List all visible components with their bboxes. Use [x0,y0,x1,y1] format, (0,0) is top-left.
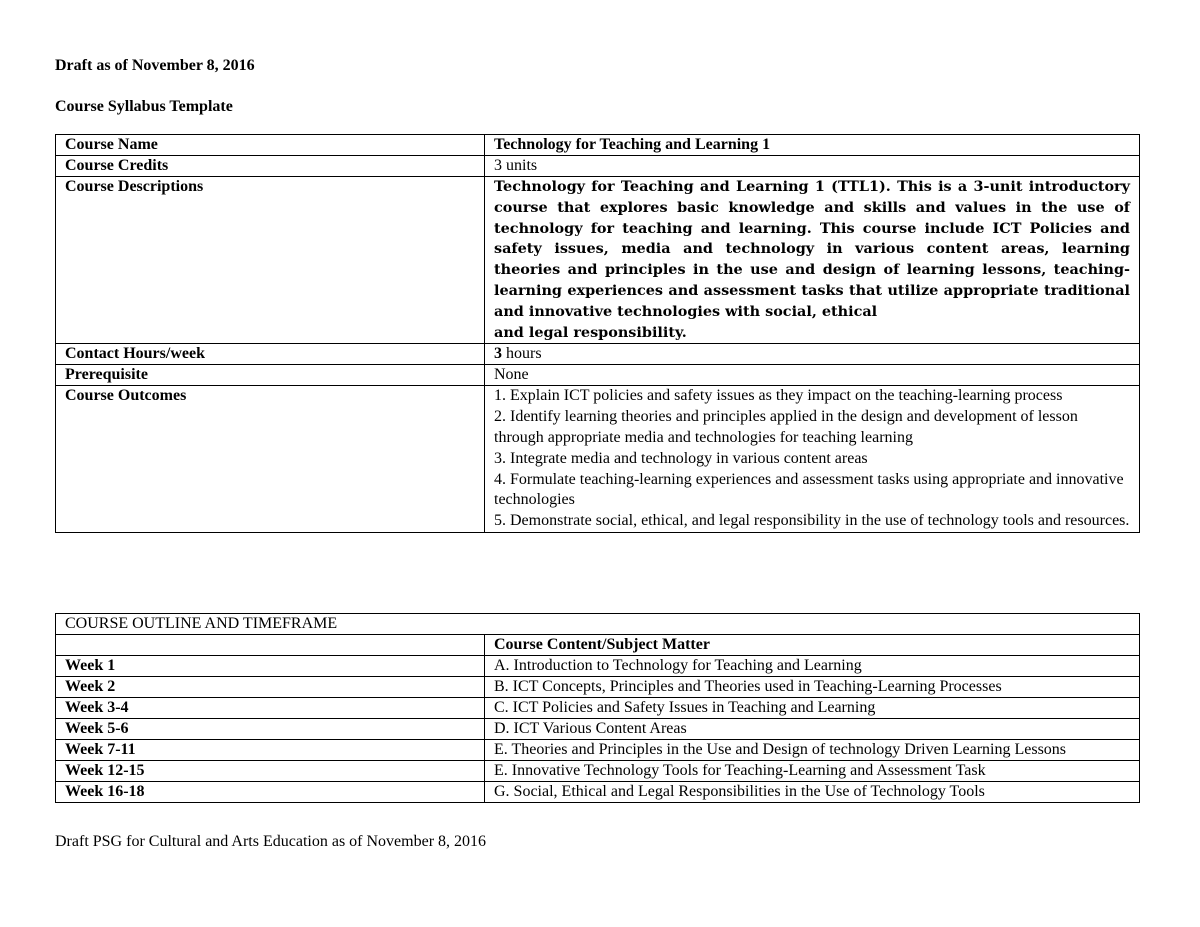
table-row [56,156,1140,177]
outline-content: D. ICT Various Content Areas [485,719,1140,740]
outline-header-empty [56,635,485,656]
table-row [56,635,1140,656]
table-row [56,365,1140,386]
course-info-table [55,134,1140,533]
course-descriptions-label: Course Descriptions [56,177,485,344]
outline-content: E. Theories and Principles in the Use and Design of technology Driven Learning Lessons [485,740,1140,761]
outcome-item: 2. Identify learning theories and principles applied in the design and development of lesson through appropriate media and technologies for teaching learning [494,408,1078,446]
outline-title: COURSE OUTLINE AND TIMEFRAME [56,614,1140,635]
contact-hours-unit: hours [502,345,542,363]
outline-week: Week 7-11 [56,740,485,761]
syllabus-template-title: Course Syllabus Template [55,98,233,115]
outcome-item: 1. Explain ICT policies and safety issues as they impact on the teaching-learning process [494,387,1063,405]
table-row [56,386,1140,533]
outline-week: Week 5-6 [56,719,485,740]
table-row [56,719,1140,740]
table-row [56,740,1140,761]
course-name-value: Technology for Teaching and Learning 1 [485,135,1140,156]
course-outcomes-cell [485,386,1140,533]
outline-content: C. ICT Policies and Safety Issues in Teaching and Learning [485,698,1140,719]
course-credits-value: 3 units [485,156,1140,177]
contact-hours-value [485,344,1140,365]
outline-content: E. Innovative Technology Tools for Teaching-Learning and Assessment Task [485,761,1140,782]
prerequisite-value: None [485,365,1140,386]
outline-content: A. Introduction to Technology for Teaching and Learning [485,656,1140,677]
draft-date-heading: Draft as of November 8, 2016 [55,57,255,74]
outline-content: B. ICT Concepts, Principles and Theories used in Teaching-Learning Processes [485,677,1140,698]
course-outcomes-label: Course Outcomes [56,386,485,533]
course-descriptions-cell [485,177,1140,344]
outcome-item: 3. Integrate media and technology in various content areas [494,449,868,467]
outline-content-header: Course Content/Subject Matter [485,635,1140,656]
table-row [56,344,1140,365]
course-description-tail: and legal responsibility. [494,323,687,341]
contact-hours-label: Contact Hours/week [56,344,485,365]
outline-week: Week 3-4 [56,698,485,719]
footer-note: Draft PSG for Cultural and Arts Education as of November 8, 2016 [55,833,487,850]
table-row [56,782,1140,803]
outline-content: G. Social, Ethical and Legal Responsibilities in the Use of Technology Tools [485,782,1140,803]
outcome-item: 4. Formulate teaching-learning experiences and assessment tasks using appropriate and innovative technologies [494,470,1124,509]
course-outline-table [55,613,1140,803]
outline-week: Week 16-18 [56,782,485,803]
table-row [56,677,1140,698]
table-row [56,761,1140,782]
contact-hours-number: 3 [494,345,502,363]
outline-week: Week 1 [56,656,485,677]
table-row [56,614,1140,635]
outline-week: Week 2 [56,677,485,698]
course-description-text: Technology for Teaching and Learning 1 (TTL1). This is a 3-unit introductory course that explores basic knowledge and skills and values in the use of technology for teaching and learning. This course include ICT Policies and safety issues, media and technology in various content areas, learning theories and principles in the use and design of learning lessons, teaching-learning experiences and assessment tasks that utilize appropriate traditional and innovative technologies with social, ethical [494,178,1130,320]
table-row [56,135,1140,156]
course-name-label: Course Name [56,135,485,156]
course-credits-label: Course Credits [56,156,485,177]
table-row [56,656,1140,677]
table-row [56,698,1140,719]
outline-week: Week 12-15 [56,761,485,782]
prerequisite-label: Prerequisite [56,365,485,386]
outcome-item: 5. Demonstrate social, ethical, and legal responsibility in the use of technology tools and resources. [494,512,1130,530]
table-row [56,177,1140,344]
